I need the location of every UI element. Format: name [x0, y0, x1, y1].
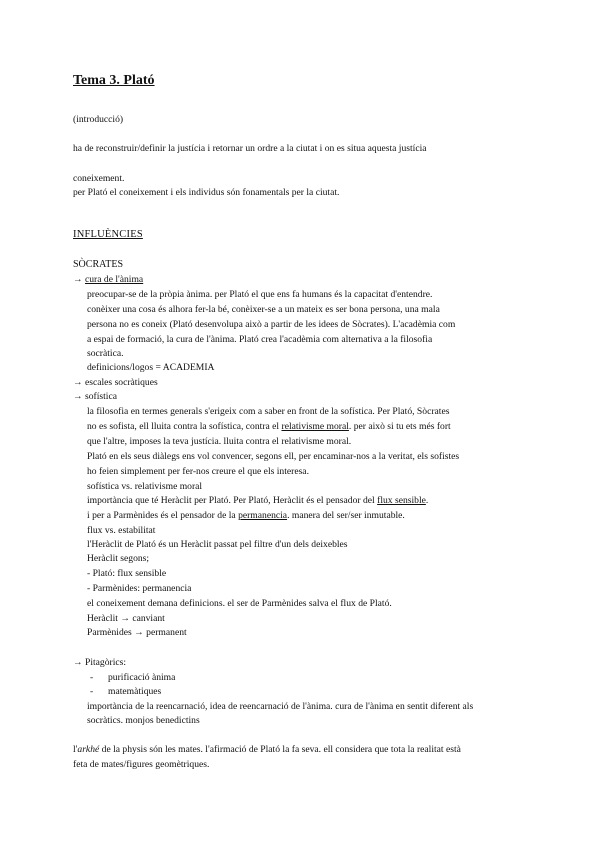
socrates-heading: SÒCRATES: [73, 259, 124, 270]
arkhe-line-1: [73, 743, 461, 757]
item3-line-6: sofística vs. relativisme moral: [87, 481, 203, 492]
intro-label: (introducció): [73, 114, 124, 125]
heraclit-line-9: [87, 612, 165, 626]
item3-line-5: ho feien simplement per fer-nos creure el que els interesa.: [87, 466, 309, 477]
text-segment: de la physis són les mates. l'afirmació de Plató la fa seva. ell considera que tota la realitat està: [99, 744, 461, 755]
arkhe-line-2: feta de mates/figures geomètriques.: [73, 759, 210, 770]
pitagorics-bullet-2: - matemàtiques: [90, 686, 162, 697]
item-label: escales socràtiques: [85, 377, 158, 388]
item1-line-2: conèixer una cosa és alhora fer-la bé, conèixer-se a un mateix es ser bona persona, una mala: [87, 304, 440, 315]
text-segment: Heràclit: [87, 613, 118, 624]
item1-line-1: preocupar-se de la pròpia ànima. per Plató el que ens fa humans és la capacitat d'entendre.: [87, 289, 433, 300]
heraclit-line-1: [87, 494, 428, 508]
underlined-term: relativisme moral: [281, 421, 349, 432]
heraclit-line-6: - Plató: flux sensible: [87, 568, 167, 579]
intro-line-2: coneixement.: [73, 173, 125, 184]
arrow-icon: →: [73, 657, 83, 668]
heraclit-line-8: el coneixement demana definicions. el ser de Parmènides salva el flux de Plató.: [87, 598, 392, 609]
underlined-term: permanencia: [238, 510, 288, 521]
text-segment: i per a Parmènides és el pensador de la: [87, 510, 236, 521]
heraclit-line-7: - Parmènides: permanencia: [87, 583, 192, 594]
arrow-icon: →: [73, 274, 83, 285]
pitagorics-line-1: importància de la reencarnació, idea de reencarnació de l'ànima. cura de l'ànima en sentit diferent als: [87, 701, 474, 712]
arrow-icon: →: [73, 391, 83, 402]
italic-term: arkhé: [77, 744, 100, 755]
pitagorics-heading: [73, 656, 126, 670]
text-segment: .: [425, 495, 429, 506]
socrates-item-2: [73, 376, 158, 390]
text-segment: l': [73, 744, 78, 755]
underlined-term: flux sensible: [377, 495, 426, 506]
section-heading: INFLUÈNCIES: [73, 229, 143, 240]
item-label: cura de l'ànima: [85, 274, 144, 285]
item3-line-3: que l'altre, imposes la teva justícia. lluita contra el relativisme moral.: [87, 436, 352, 447]
text-segment: canviant: [132, 613, 165, 624]
item3-line-1: la filosofia en termes generals s'erigeix com a saber en front de la sofística. Per Plató, Sòcrates: [87, 406, 450, 417]
text-segment: importància que té Heràclit per Plató. Per Plató, Heràclit és el pensador del: [87, 495, 375, 506]
intro-line-3: per Plató el coneixement i els individus són fonamentals per la ciutat.: [73, 187, 340, 198]
text-segment: permanent: [146, 627, 187, 638]
socrates-item-1: [73, 273, 143, 287]
heraclit-line-10: [87, 626, 187, 640]
bullet-text: matemàtiques: [108, 686, 162, 697]
arrow-icon: →: [73, 377, 83, 388]
pitagorics-line-2: socràtics. monjos benedictins: [87, 715, 200, 726]
text-segment: Parmènides: [87, 627, 132, 638]
item1-line-4: a espai de formació, la cura de l'ànima. Plató crea l'acadèmia com alternativa a la filosofia: [87, 334, 433, 345]
item1-line-6: definicions/logos = ACADEMIA: [87, 362, 215, 373]
page-title: Tema 3. Plató: [73, 73, 155, 88]
text-segment: no es sofista, ell lluita contra la sofística, contra el: [87, 421, 280, 432]
arrow-icon: →: [134, 627, 144, 638]
heraclit-line-3: flux vs. estabilitat: [87, 525, 156, 536]
heraclit-line-4: l'Heràclit de Plató és un Heràclit passat pel filtre d'un dels deixebles: [87, 539, 348, 550]
item3-line-4: Plató en els seus diàlegs ens vol convencer, segons ell, per encaminar-nos a la veritat, els sofistes: [87, 451, 460, 462]
pitagorics-bullet-1: - purificació ànima: [90, 672, 176, 683]
heraclit-line-2: [87, 509, 405, 523]
item-label: Pitagòrics:: [85, 657, 127, 668]
intro-line-1: ha de reconstruir/definir la justícia i retornar un ordre a la ciutat i on es situa aquesta justícia: [73, 143, 427, 154]
text-segment: . manera del ser/ser inmutable.: [287, 510, 405, 521]
text-segment: . per això si tu ets més fort: [348, 421, 451, 432]
socrates-item-3: [73, 390, 117, 404]
bullet-text: purificació ànima: [108, 672, 176, 683]
item-label: sofística: [85, 391, 117, 402]
arrow-icon: →: [120, 613, 130, 624]
item3-line-2: [87, 420, 451, 434]
item1-line-3: persona no es coneix (Plató desenvolupa això a partir de les idees de Sòcrates). L'acadèmia com: [87, 319, 456, 330]
item1-line-5: socràtica.: [87, 348, 124, 359]
heraclit-line-5: Heràclit segons;: [87, 553, 150, 564]
